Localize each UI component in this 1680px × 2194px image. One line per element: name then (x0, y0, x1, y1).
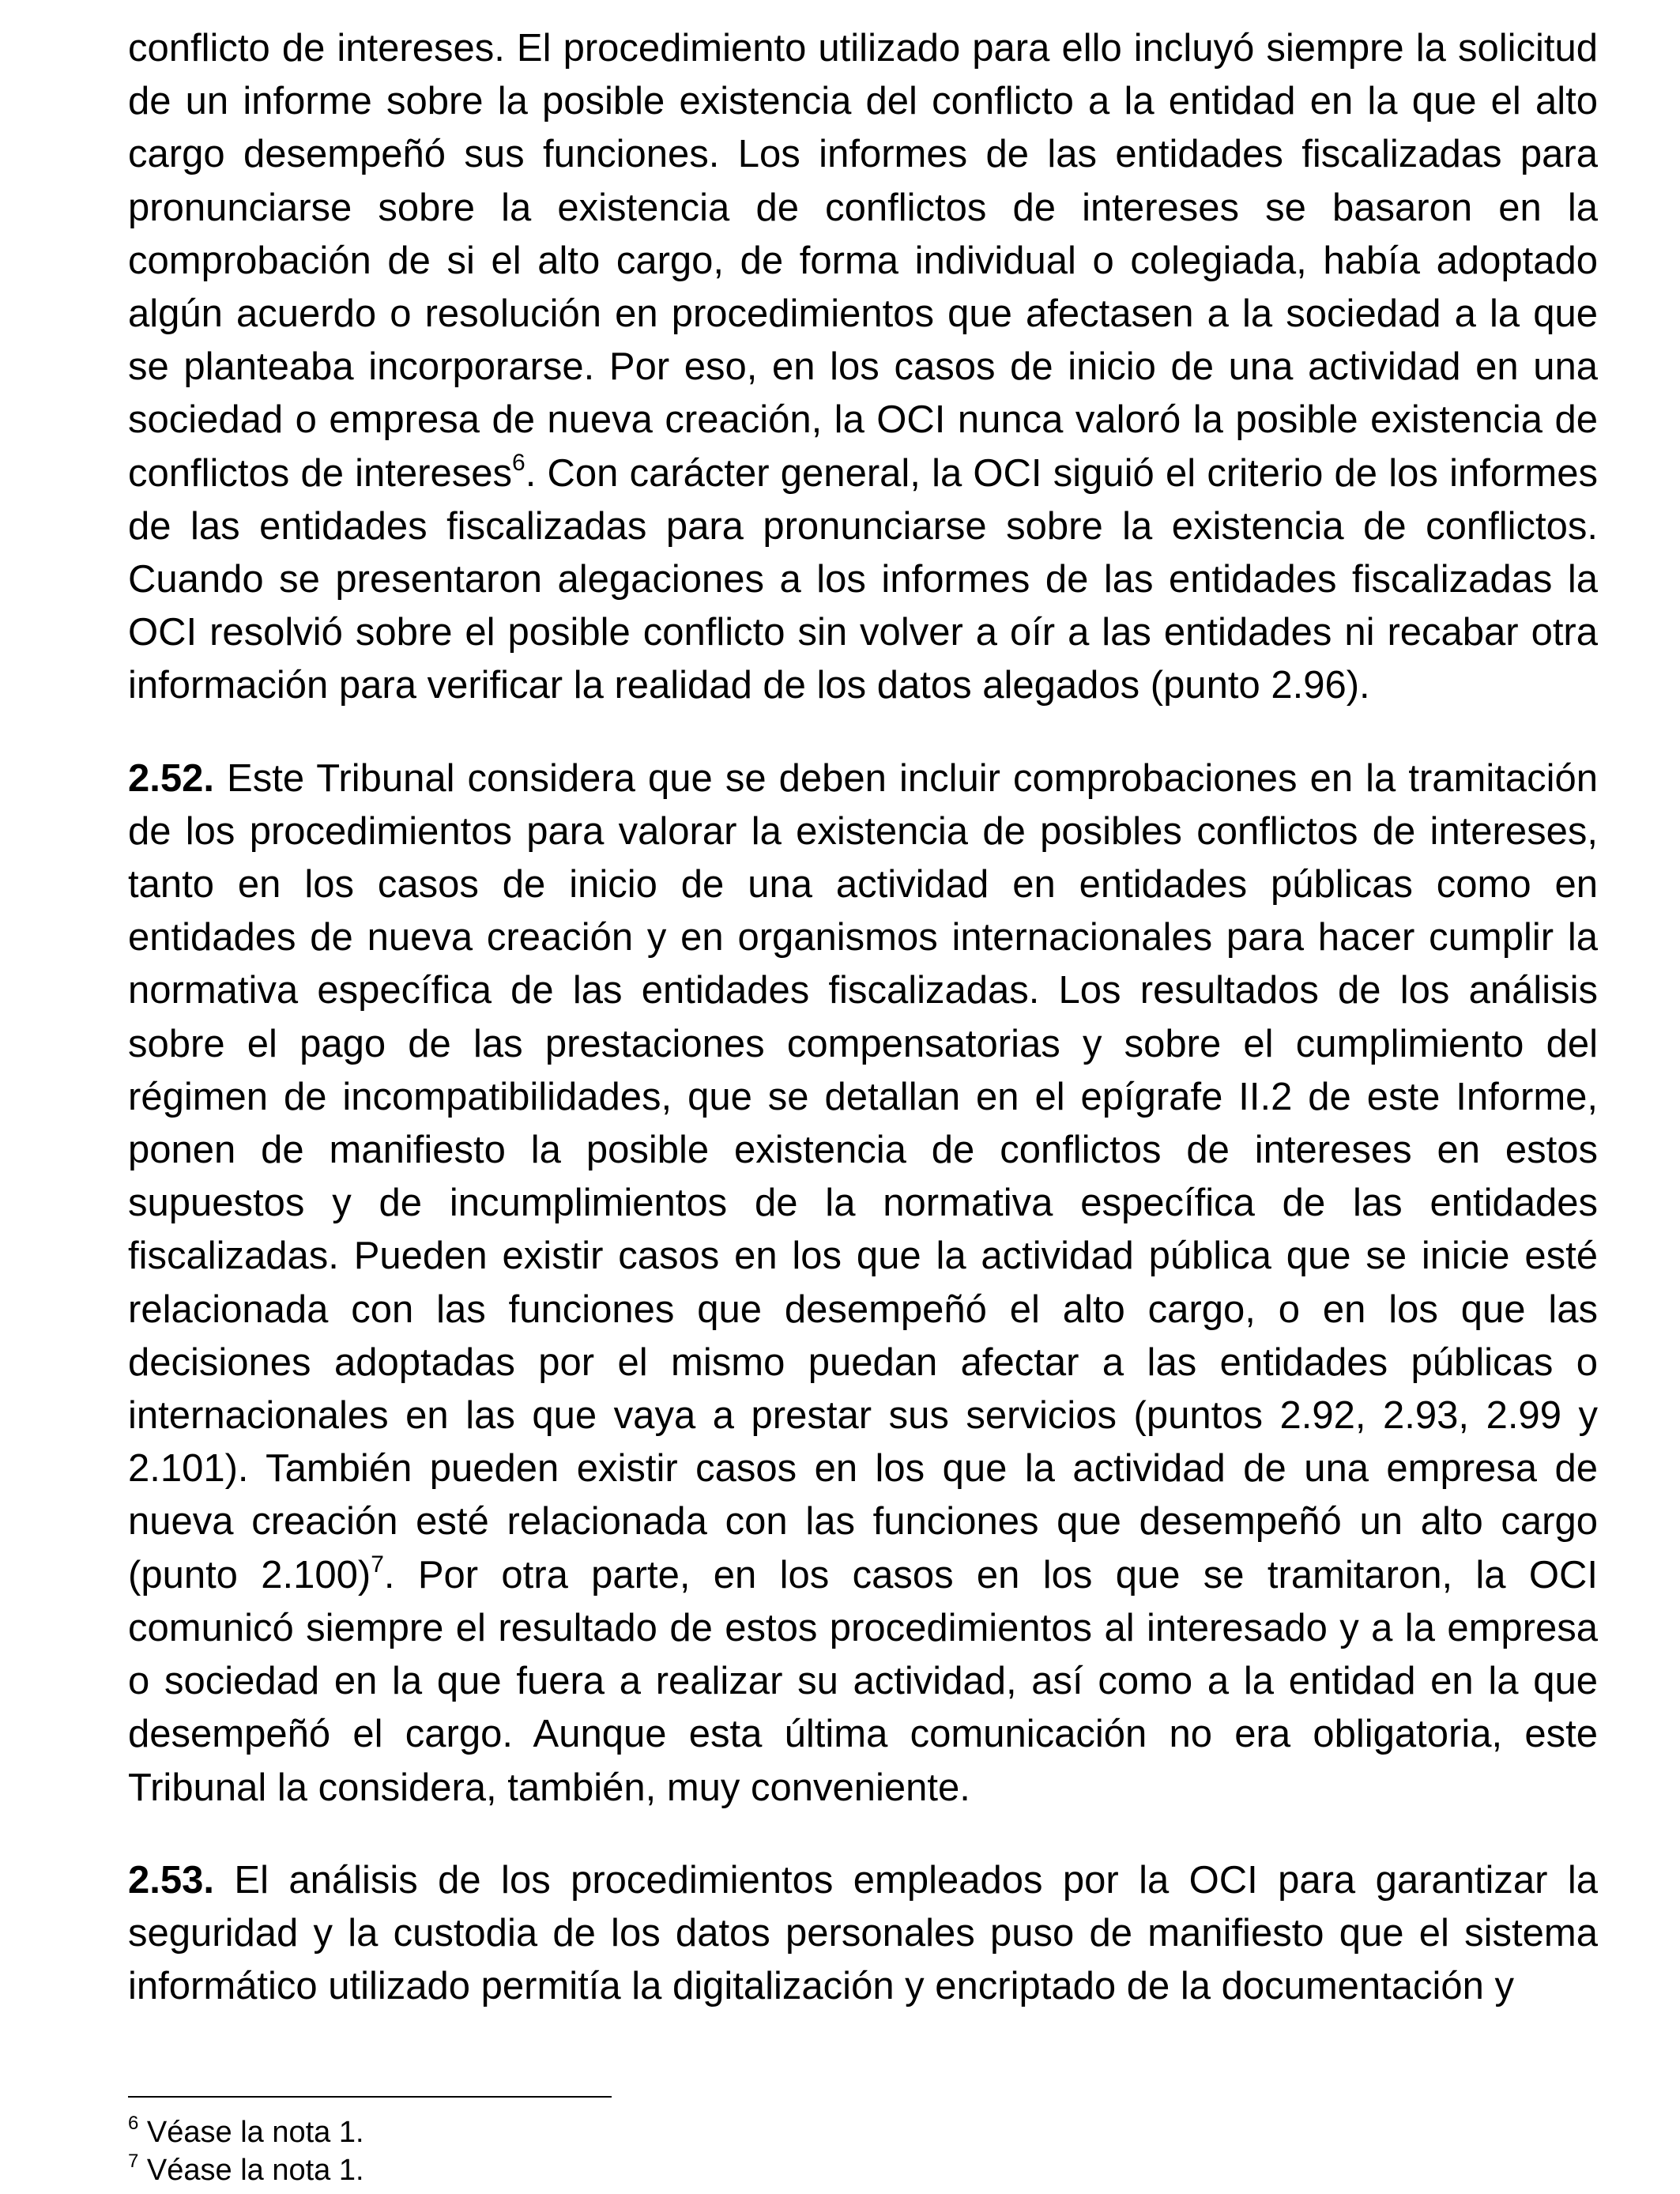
footnote-7 (128, 2151, 364, 2189)
paragraph-text: El análisis de los procedimientos empleados por la OCI para garantizar la seguridad y la custodia de los datos personales puso de manifiesto que el sistema informático utilizado permitía la digitalización y encriptado de la documentación y (128, 1858, 1598, 2008)
paragraph-text: . Por otra parte, en los casos en los que se tramitaron, la OCI comunicó siempre el resultado de estos procedimientos al interesado y a la empresa o sociedad en la que fuera a realizar su actividad, así como a la entidad en la que desempeñó el cargo. Aunque esta última comunicación no era obligatoria, este Tribunal la considera, también, muy conveniente. (128, 1553, 1598, 1809)
paragraph-text: conflicto de intereses. El procedimiento utilizado para ello incluyó siempre la solicitud de un informe sobre la posible existencia del conflicto a la entidad en la que el alto cargo desempeñó sus funciones. Los informes de las entidades fiscalizadas para pronunciarse sobre la existencia de conflictos de intereses se basaron en la comprobación de si el alto cargo, de forma individual o colegiada, había adoptado algún acuerdo o resolución en procedimientos que afectasen a la sociedad a la que se planteaba incorporarse. Por eso, en los casos de inicio de una actividad en una sociedad o empresa de nueva creación, la OCI nunca valoró la posible existencia de conflictos de intereses (128, 27, 1598, 495)
footnote-text: Véase la nota 1. (146, 2116, 364, 2149)
footnote-6 (128, 2113, 364, 2151)
paragraph-2-53 (128, 1854, 1598, 2014)
footnote-text: Véase la nota 1. (146, 2154, 364, 2187)
footnote-number: 7 (128, 2151, 139, 2172)
paragraph-text: . Con carácter general, la OCI siguió el criterio de los informes de las entidades fiscalizadas para pronunciarse sobre la existencia de conflictos. Cuando se presentaron alegaciones a los informes de las entidades fiscalizadas la OCI resolvió sobre el posible conflicto sin volver a oír a las entidades ni recabar otra información para verificar la realidad de los datos alegados (punto 2.96). (128, 451, 1598, 707)
paragraph-2-52 (128, 752, 1598, 1815)
footnote-number: 6 (128, 2113, 139, 2134)
footnote-reference-7[interactable]: 7 (371, 1551, 384, 1578)
paragraph-continuation (128, 22, 1598, 713)
paragraph-text: Este Tribunal considera que se deben incluir comprobaciones en la tramitación de los procedimientos para valorar la existencia de posibles conflictos de intereses, tanto en los casos de inicio de una actividad en entidades públicas como en entidades de nueva creación y en organismos internacionales para hacer cumplir la normativa específica de las entidades fiscalizadas. Los resultados de los análisis sobre el pago de las prestaciones compensatorias y sobre el cumplimiento del régimen de incompatibilidades, que se detallan en el epígrafe II.2 de este Informe, ponen de manifiesto la posible existencia de conflictos de intereses en estos supuestos y de incumplimientos de la normativa específica de las entidades fiscalizadas. Pueden existir casos en los que la actividad pública que se inicie esté relacionada con las funciones que desempeñó el alto cargo, o en los que las decisiones adoptadas por el mismo puedan afectar a las entidades públicas o internacionales en las que vaya a prestar sus servicios (puntos 2.92, 2.93, 2.99 y 2.101). También pueden existir casos en los que la actividad de una empresa de nueva creación esté relacionada con las funciones que desempeñó un alto cargo (punto 2.100) (128, 756, 1598, 1596)
footnote-reference-6[interactable]: 6 (512, 449, 525, 476)
footnote-separator (128, 2096, 612, 2098)
paragraph-number: 2.53. (128, 1858, 214, 1902)
document-body (128, 22, 1598, 2013)
paragraph-number: 2.52. (128, 756, 214, 800)
footnotes (128, 2113, 364, 2189)
